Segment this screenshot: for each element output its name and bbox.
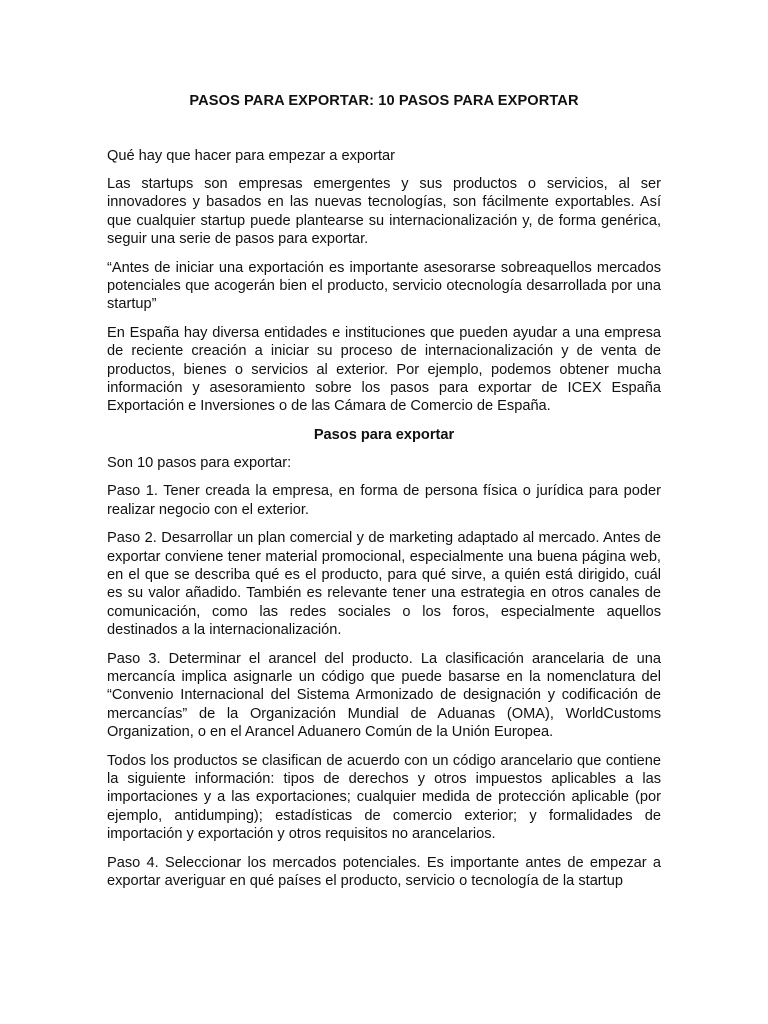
paragraph-quote: “Antes de iniciar una exportación es importante asesorarse sobreaquellos mercados potenciales que acogerán bien el producto, servicio otecnología desarrollada por una startup” (107, 259, 661, 313)
document-page (107, 92, 661, 890)
paragraph-spain-entities: En España hay diversa entidades e instituciones que pueden ayudar a una empresa de reciente creación a iniciar su proceso de internacionalización y de venta de productos, bienes o servicios al exterior. Por ejemplo, podemos obtener mucha información y asesoramiento sobre los pasos para exportar de ICEX España Exportación e Inversiones o de las Cámara de Comercio de España. (107, 324, 661, 415)
intro-heading: Qué hay que hacer para empezar a exportar (107, 148, 395, 164)
document-title: PASOS PARA EXPORTAR: 10 PASOS PARA EXPORTAR (189, 93, 579, 109)
paragraph-step-4: Paso 4. Seleccionar los mercados potenciales. Es importante antes de empezar a exportar averiguar en qué países el producto, servicio o tecnología de la startup (107, 854, 661, 889)
paragraph-startups: Las startups son empresas emergentes y sus productos o servicios, al ser innovadores y basados en las nuevas tecnologías, son fácilmente exportables. Así que cualquier startup puede plantearse su internacionalización y, de forma genérica, seguir una serie de pasos para exportar. (107, 176, 661, 248)
section-title: Pasos para exportar (313, 426, 455, 443)
paragraph-step-3: Paso 3. Determinar el arancel del producto. La clasificación arancelaria de una mercancía implica asignarle un código que puede basarse en la nomenclatura del “Convenio Internacional del Sistema Armonizado de designación y codificación de mercancías” de la Organización Mundial de Aduanas (OMA), WorldCustoms Organization, o en el Arancel Aduanero Común de la Unión Europea. (107, 650, 661, 741)
paragraph-step-1: Paso 1. Tener creada la empresa, en forma de persona física o jurídica para poder realizar negocio con el exterior. (107, 483, 661, 518)
paragraph-step-2: Paso 2. Desarrollar un plan comercial y de marketing adaptado al mercado. Antes de exportar conviene tener material promocional, especialmente una buena página web, en el que se describa qué es el producto, para qué sirve, a quién está dirigido, cuál es su valor añadido. También es relevante tener una estrategia en otros canales de comunicación, como las redes sociales o los foros, especialmente aquellos destinados a la internacionalización. (107, 530, 661, 639)
paragraph-steps-intro: Son 10 pasos para exportar: (107, 454, 292, 471)
paragraph-tariff-codes: Todos los productos se clasifican de acuerdo con un código arancelario que contiene la siguiente información: tipos de derechos y otros impuestos aplicables a las importaciones y a las exportaciones; cualquier medida de protección aplicable (por ejemplo, antidumping); estadísticas de comercio exterior; y formalidades de importación y exportación y otros requisitos no arancelarios. (107, 752, 661, 843)
